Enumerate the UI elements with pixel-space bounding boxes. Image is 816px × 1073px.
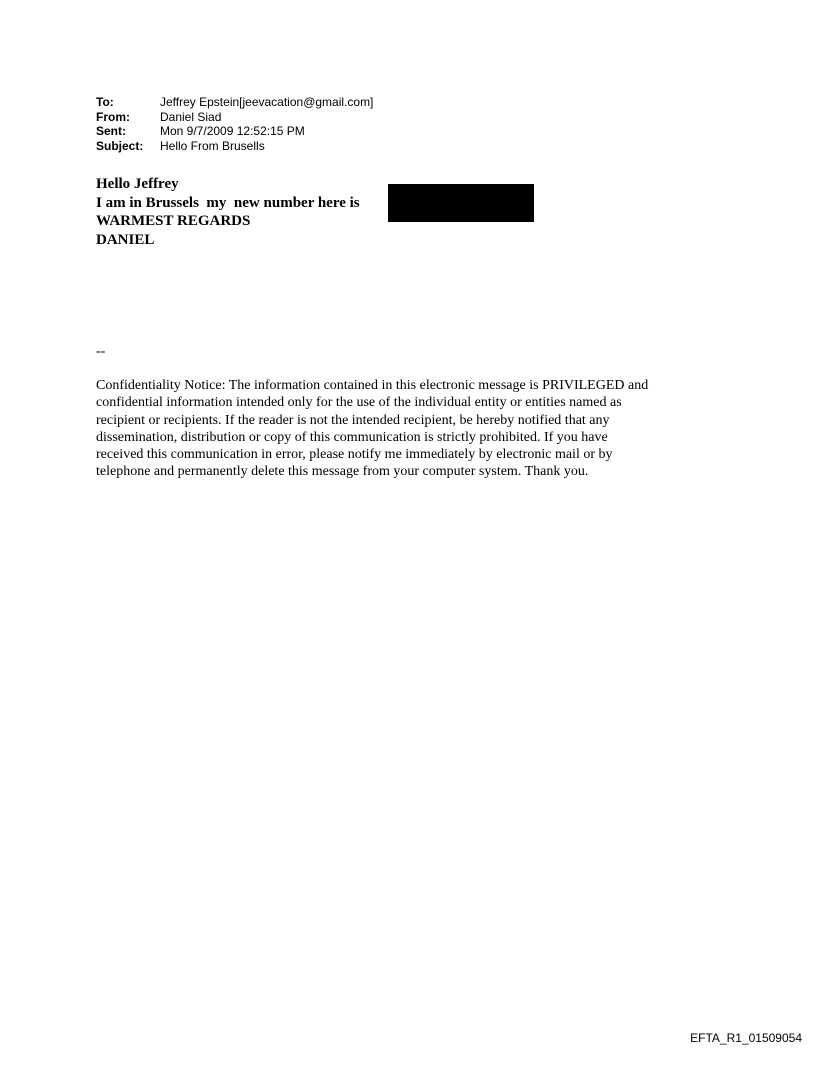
body-line: WARMEST REGARDS — [96, 213, 251, 229]
notice-line: confidential information intended only for the use of the individual entity or entities named as — [96, 395, 622, 411]
header-value: Mon 9/7/2009 12:52:15 PM — [160, 124, 305, 138]
header-value: Daniel Siad — [160, 109, 222, 124]
document-id: EFTA_R1_01509054 — [690, 1031, 802, 1045]
signature-separator: -- — [96, 344, 106, 359]
email-body — [96, 175, 360, 249]
redaction-box — [388, 184, 534, 222]
header-label: From: — [96, 109, 130, 124]
header-row-sent — [96, 124, 373, 139]
notice-line: telephone and permanently delete this message from your computer system. Thank you. — [96, 464, 589, 480]
header-label: Sent: — [96, 124, 126, 138]
header-label: Subject: — [96, 138, 144, 153]
header-row-from — [96, 110, 373, 125]
header-label: To: — [96, 95, 114, 109]
body-line: DANIEL — [96, 231, 155, 248]
body-line: Hello Jeffrey — [96, 176, 179, 192]
notice-line: recipient or recipients. If the reader is not the intended recipient, be hereby notified that any — [96, 412, 610, 428]
email-header — [96, 95, 373, 153]
notice-line: dissemination, distribution or copy of this communication is strictly prohibited. If you have — [96, 429, 608, 445]
header-row-to — [96, 95, 373, 110]
notice-line: received this communication in error, please notify me immediately by electronic mail or by — [96, 447, 613, 463]
confidentiality-notice — [96, 377, 736, 481]
notice-line: Confidentiality Notice: The information contained in this electronic message is PRIVILEGED and — [96, 378, 649, 393]
header-row-subject — [96, 139, 373, 154]
header-value: Jeffrey Epstein[jeevacation@gmail.com] — [160, 95, 374, 109]
header-value: Hello From Brusells — [160, 138, 265, 153]
body-line: I am in Brussels my new number here is — [96, 194, 360, 211]
